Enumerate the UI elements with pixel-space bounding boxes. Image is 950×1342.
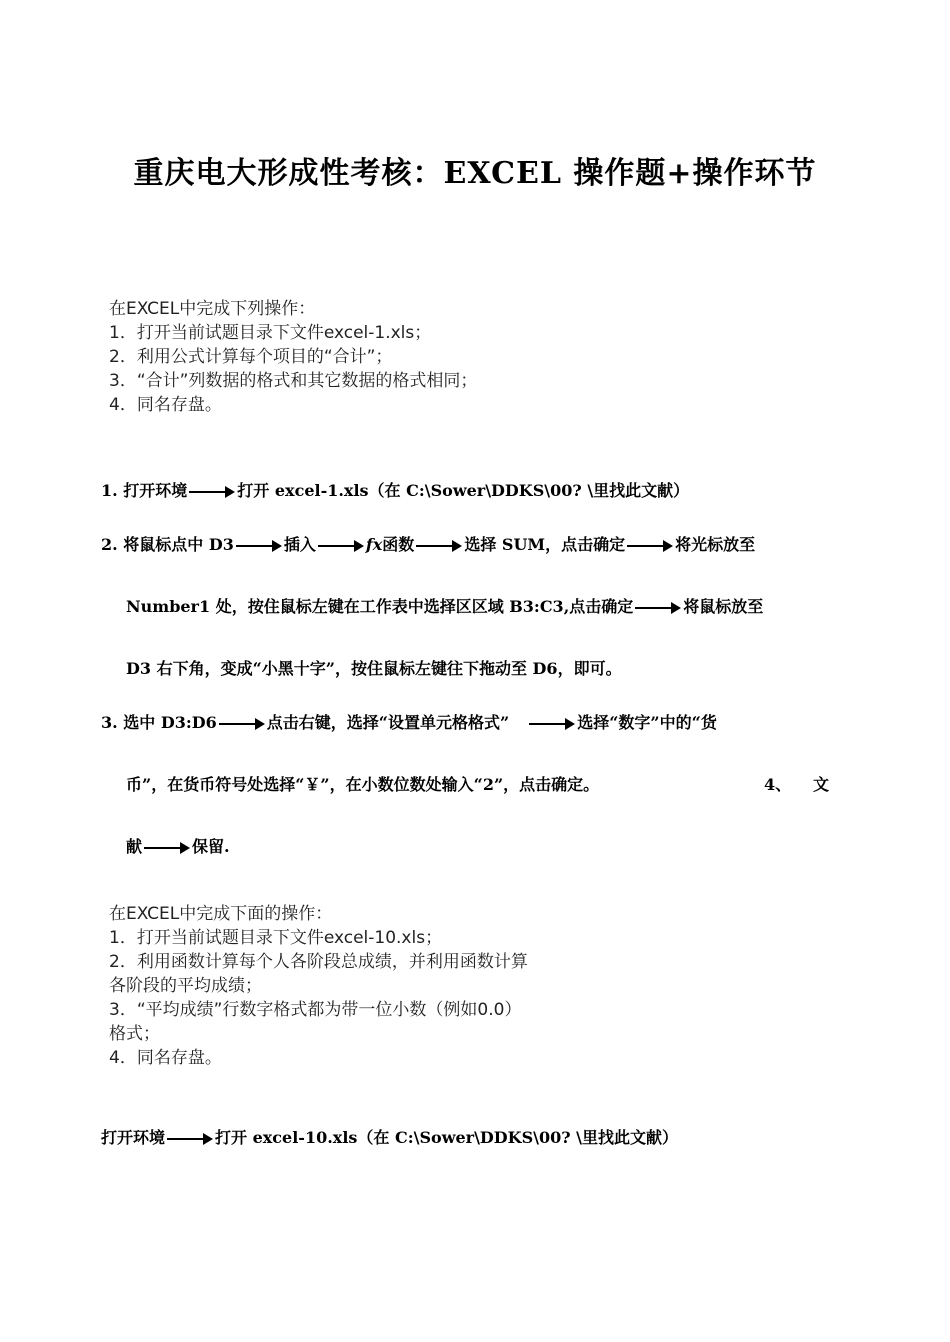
step-4-line xyxy=(126,836,230,858)
task2-item: 各阶段的平均成绩； xyxy=(109,976,262,996)
step-2-line-2 xyxy=(126,596,763,618)
task2-item: 3．“平均成绩”行数字格式都为带一位小数（例如0.0） xyxy=(109,1000,522,1020)
final-step xyxy=(101,1127,678,1149)
step-4-text-start: 文 xyxy=(813,775,830,794)
fx-icon: fx xyxy=(365,535,383,554)
step-2-move-mouse: 将鼠标放至 xyxy=(683,597,764,616)
arrow-right-icon xyxy=(167,1133,213,1145)
step-2-line-3: D3 右下角，变成“小黑十字”，按住鼠标左键往下拖动至 D6，即可。 xyxy=(126,659,622,678)
step-2-line-1 xyxy=(101,534,755,556)
arrow-right-icon xyxy=(416,540,462,552)
step-2-insert: 插入 xyxy=(283,535,316,554)
task1-item: 1．打开当前试题目录下文件excel-1.xls； xyxy=(109,323,432,343)
step-4-number: 4、 xyxy=(764,775,792,794)
task2-heading: 在EXCEL中完成下面的操作： xyxy=(109,904,333,924)
step-4-text-end: 献 xyxy=(126,837,143,856)
step-2-select-cell: 2. 将鼠标点中 D3 xyxy=(101,535,234,554)
step-1-start: 1. 打开环境 xyxy=(101,481,188,500)
arrow-right-icon xyxy=(627,540,673,552)
task2-item: 2．利用函数计算每个人各阶段总成绩，并利用函数计算 xyxy=(109,952,528,972)
task2-item: 格式； xyxy=(109,1024,160,1044)
final-step-action: 打开 excel-10.xls（在 C:\Sower\DDKS\00? \里找此文献） xyxy=(215,1128,679,1147)
task1-item: 3．“合计”列数据的格式和其它数据的格式相同； xyxy=(109,371,478,391)
arrow-right-icon xyxy=(318,540,364,552)
step-3-choose-number: 选择“数字”中的“货 xyxy=(577,713,717,732)
step-3-line-2: 币”，在货币符号处选择“￥”，在小数位数处输入“2”，点击确定。 xyxy=(126,775,600,794)
task2-instructions xyxy=(109,902,528,1070)
task1-item: 4．同名存盘。 xyxy=(109,395,222,415)
step-3-select-range: 3. 选中 D3:D6 xyxy=(101,713,217,732)
step-3-right-click: 点击右键，选择“设置单元格格式” xyxy=(266,713,510,732)
step-2-move-cursor: 将光标放至 xyxy=(675,535,756,554)
task1-item: 2．利用公式计算每个项目的“合计”； xyxy=(109,347,393,367)
step-1-action: 打开 excel-1.xls（在 C:\Sower\DDKS\00? \里找此文献） xyxy=(237,481,690,500)
step-2-choose-sum: 选择 SUM，点击确定 xyxy=(464,535,626,554)
task1-heading: 在EXCEL中完成下列操作： xyxy=(109,299,316,319)
task2-item: 4．同名存盘。 xyxy=(109,1048,222,1068)
arrow-right-icon xyxy=(189,486,235,498)
page-title: 重庆电大形成性考核：EXCEL 操作题+操作环节 xyxy=(133,156,817,191)
task2-item: 1．打开当前试题目录下文件excel-10.xls； xyxy=(109,928,443,948)
arrow-right-icon xyxy=(236,540,282,552)
arrow-right-icon xyxy=(635,602,681,614)
step-2-select-range: Number1 处，按住鼠标左键在工作表中选择区区域 B3:C3,点击确定 xyxy=(126,597,634,616)
step-3-line-1 xyxy=(101,712,717,734)
step-1 xyxy=(101,480,689,502)
step-4-save: 保留. xyxy=(192,837,230,856)
arrow-right-icon xyxy=(219,718,265,730)
final-step-start: 打开环境 xyxy=(101,1128,166,1147)
task1-instructions xyxy=(109,297,477,417)
arrow-right-icon xyxy=(529,718,575,730)
arrow-right-icon xyxy=(144,842,190,854)
step-2-function: 函数 xyxy=(382,535,415,554)
